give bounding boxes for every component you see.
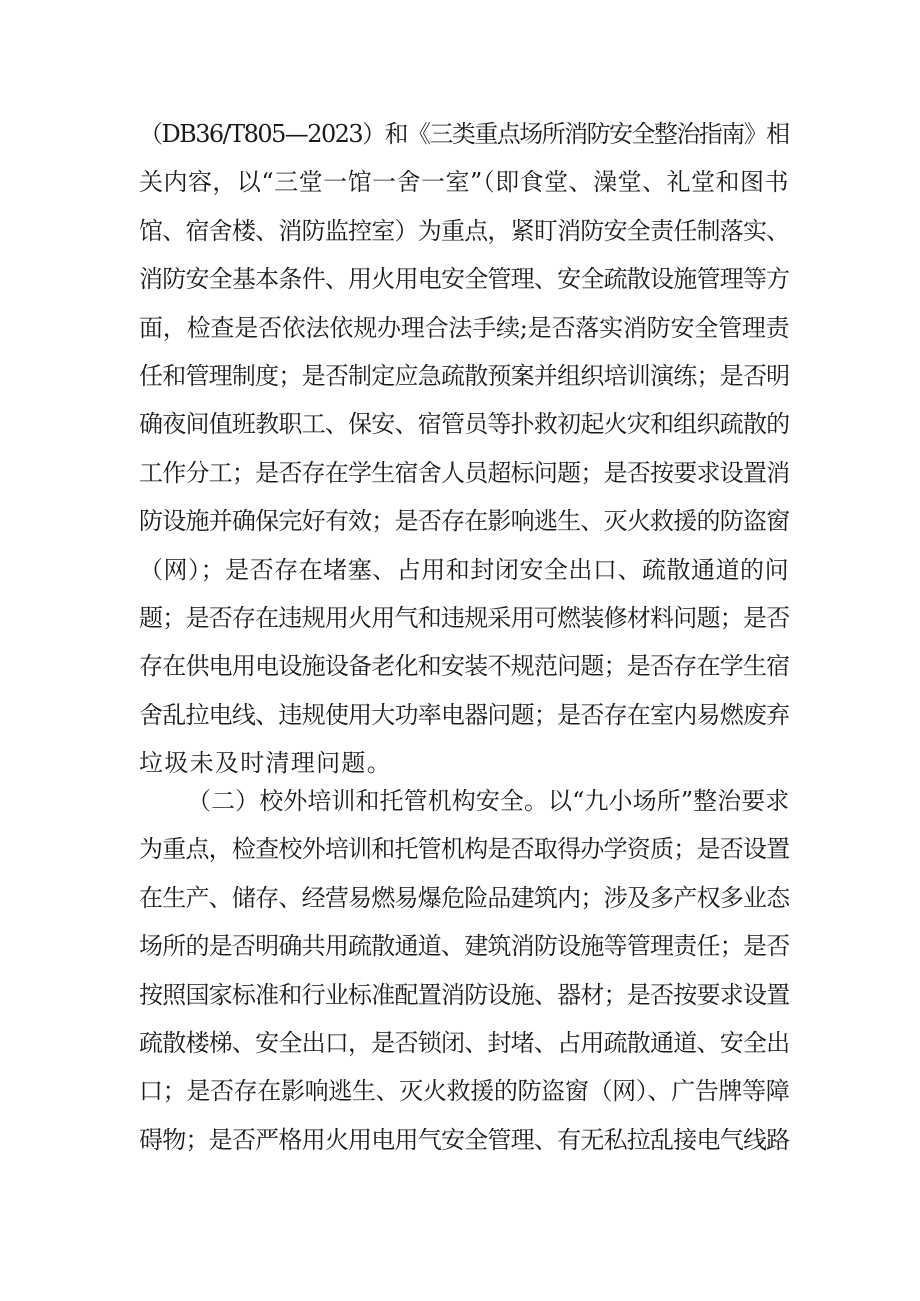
text-line: 口；是否存在影响逃生、灭火救援的防盗窗（网）、广告牌等障 — [139, 1077, 790, 1106]
text-line: 工作分工；是否存在学生宿舍人员超标问题；是否按要求设置消 — [139, 458, 790, 487]
text-line: 垃圾未及时清理问题。 — [139, 749, 392, 778]
text-line: 在生产、储存、经营易燃易爆危险品建筑内；涉及多产权多业态 — [139, 883, 790, 912]
text-line: 馆、宿舍楼、消防监控室）为重点，紧盯消防安全责任制落实、 — [139, 216, 790, 245]
text-line: 关内容，以“三堂一馆一舍一室”（即食堂、澡堂、礼堂和图书 — [139, 168, 789, 197]
text-line: （二）校外培训和托管机构安全。以“九小场所”整治要求 — [187, 787, 790, 815]
text-line: 确夜间值班教职工、保安、宿管员等扑救初起火灾和组织疏散的 — [139, 410, 790, 439]
text-line: 场所的是否明确共用疏散通道、建筑消防设施等管理责任；是否 — [139, 932, 790, 961]
text-line: 按照国家标准和行业标准配置消防设施、器材；是否按要求设置 — [139, 980, 790, 1009]
text-line: 疏散楼梯、安全出口，是否锁闭、封堵、占用疏散通道、安全出 — [139, 1028, 790, 1057]
text-line: 任和管理制度；是否制定应急疏散预案并组织培训演练；是否明 — [139, 361, 790, 390]
text-line: 消防安全基本条件、用火用电安全管理、安全疏散设施管理等方 — [139, 265, 790, 294]
paragraph-off-campus-training-safety — [139, 777, 789, 1164]
paragraph-inspection-scope — [139, 110, 789, 787]
text-line: 面，检查是否依法依规办理合法手续;是否落实消防安全管理责 — [139, 313, 790, 342]
text-line: 舍乱拉电线、违规使用大功率电器问题；是否存在室内易燃废弃 — [139, 700, 790, 729]
text-line: （DB36/T805—2023）和《三类重点场所消防安全整治指南》相 — [139, 120, 789, 148]
text-line: （网）；是否存在堵塞、占用和封闭安全出口、疏散通道的问 — [139, 555, 790, 584]
text-line: 为重点，检查校外培训和托管机构是否取得办学资质；是否设置 — [139, 835, 790, 864]
text-line: 题；是否存在违规用火用气和违规采用可燃装修材料问题；是否 — [139, 603, 790, 632]
text-line: 存在供电用电设施设备老化和安装不规范问题；是否存在学生宿 — [139, 652, 790, 681]
text-line: 碍物；是否严格用火用电用气安全管理、有无私拉乱接电气线路 — [139, 1125, 790, 1154]
text-line: 防设施并确保完好有效；是否存在影响逃生、灭火救援的防盗窗 — [139, 507, 790, 536]
